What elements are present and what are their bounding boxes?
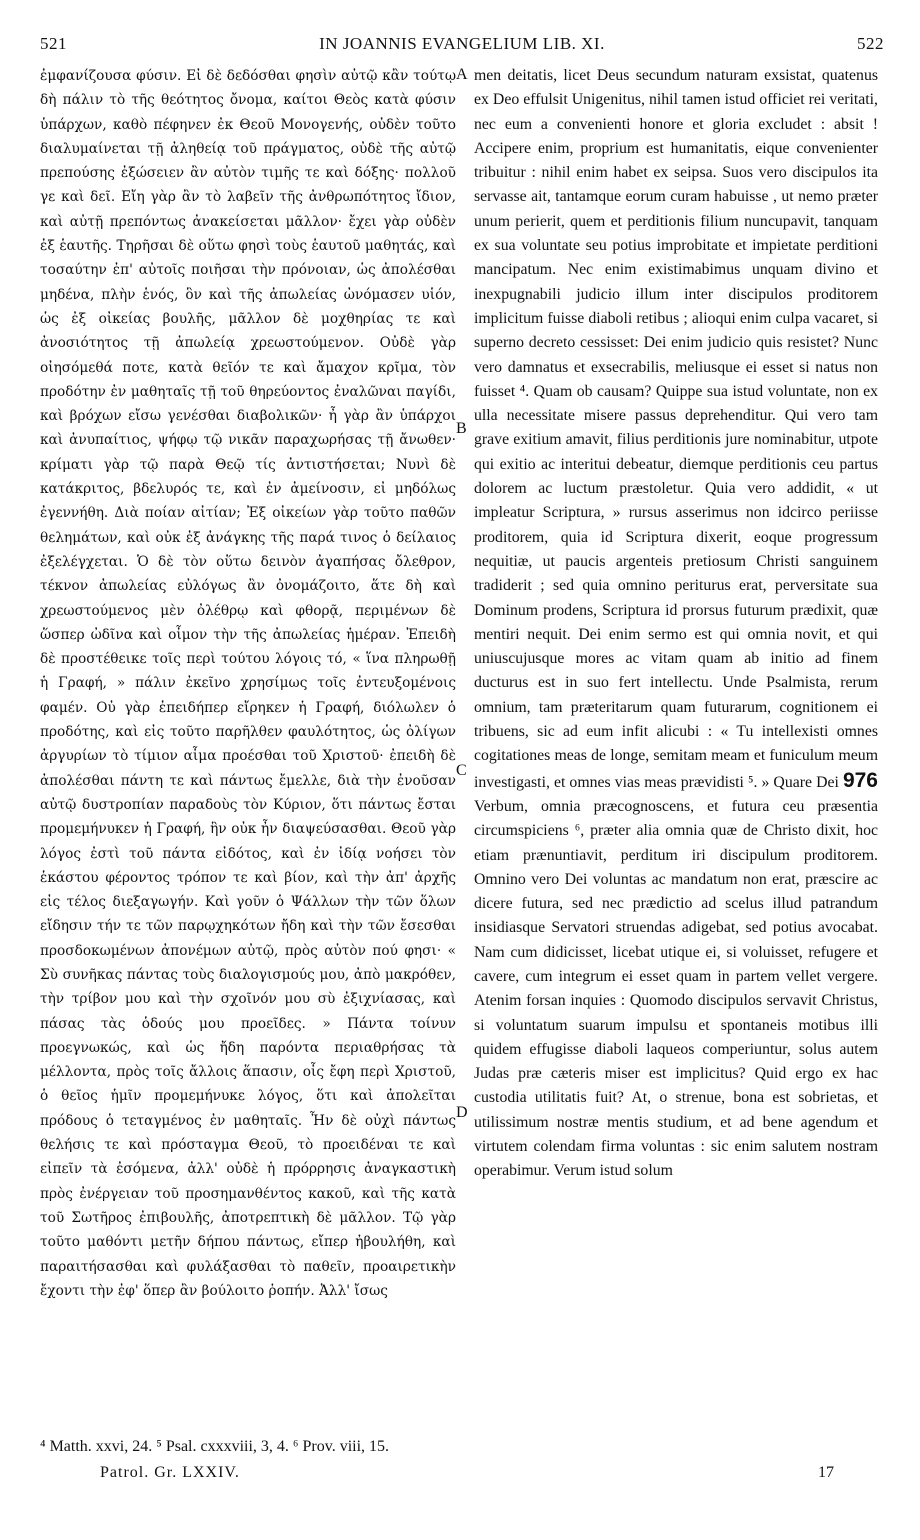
signature-left: Patrol. Gr. LXXIV. — [100, 1464, 240, 1481]
margin-mark-d: D — [456, 1104, 468, 1121]
latin-text-part-2: Verbum, omnia præcognoscens, et futura ceu præsentia circumspiciens ⁶, præter alia omnia quæ de Christo dixit, hoc etiam prænuntiavit, perditum iri discipulum proditorem. Omnino vero Dei voluntas ac mandatum non erat, præscire ac dicere futura, sed nec prædictio ad scelus illud patrandum insidiasque Servatori struendas adigebat, sed potius avocabat. Nam cum didicisset, licebat utique ei, si voluisset, refugere et cavere, cum integrum ei esset quam in partem vellet vergere. Atenim forsan inquies : Quomodo discipulos servavit Christus, si voluntatum suarum impulsu et spontaneis motibus illi quidem effugisse diaboli laqueos comperiuntur, solus autem Judas præ cæteris miser est implicitus? Quid ergo ex hac custodia utilitatis fuit? At, o strenue, bona est sobrietas, et utilissimum nostræ mentis studium, et ad bene agendum et virtutem colendam firma voluntas : sic enim salutem nostram operabimur. Verum istud solum — [474, 797, 878, 1180]
latin-column — [474, 64, 878, 1400]
column-number: 976 — [842, 768, 878, 792]
greek-column — [40, 64, 456, 1400]
margin-mark-a: A — [456, 66, 468, 83]
page-number-left: 521 — [40, 34, 67, 53]
latin-text — [474, 64, 878, 1184]
greek-text: ἐμφανίζουσα φύσιν. Εἰ δὲ δεδόσθαι φησὶν αὐτῷ κἂν τούτῳ δὴ πάλιν τὸ τῆς θεότητος ὄνομα, καίτοι Θεὸς κατὰ φύσιν ὑπάρχων, καθὸ πέφηνεν ἐκ Θεοῦ Μονογενής, οὐδὲν τοῦτο διαλυμαίνεται τῇ ἀληθείᾳ τοῦ πράγματος, οὐδὲ τῆς αὐτῷ πρεπούσης ἐξώσειεν ἂν αὐτὸν τιμῆς τε καὶ δόξης· πολλοῦ γε καὶ δεῖ. Εἴη γὰρ ἂν τὸ λαβεῖν τῆς ἀνθρωπότητος ἴδιον, καὶ αὐτῇ πρεπόντως ἀνακείσεται μᾶλλον· ἔχει γὰρ οὐδὲν ἐξ ἑαυτῆς. Τηρῆσαι δὲ οὕτω φησὶ τοὺς ἑαυτοῦ μαθητάς, καὶ τοσαύτην ἐπ' αὐτοῖς ποιῆσαι τὴν πρόνοιαν, ὡς ἀπολέσθαι μηδένα, πλὴν ἑνός, ὃν καὶ τῆς ἀπωλείας ὠνόμασεν υἱόν, ὡς ἐξ οἰκείας βουλῆς, μᾶλλον δὲ μοχθηρίας τε καὶ ἀνοσιότητος τῇ ἀπωλείᾳ χρεωστούμενον. Οὐδὲ γὰρ οἰησόμεθά ποτε, κατὰ θεῖόν τε καὶ ἄμαχον κρῖμα, τὸν προδότην ἐν μαθηταῖς τῇ τοῦ θηρεύοντος ἐναλῶναι παγίδι, καὶ βρόχων εἴσω γενέσθαι διαβολικῶν· ἦ γὰρ ἂν ὑπάρχοι καὶ ἀνυπαίτιος, ψήφῳ τῷ νικᾶν παραχωρήσας τῇ ἄνωθεν· κρίματι γὰρ τῷ παρὰ Θεῷ τίς ἀντιστήσεται; Νυνὶ δὲ κατάκριτος, βδελυρός τε, καὶ ἐν ἀμείνοσιν, εἰ μηδόλως ἐγεννήθη. Διὰ ποίαν αἰτίαν; Ἐξ οἰκείων γὰρ τοῦτο παθῶν θελημάτων, καὶ οὐκ ἐξ ἀνάγκης τῆς παρά τινος ὁ δείλαιος ἐξελέγχεται. Ὁ δὲ τὸν οὕτω δεινὸν ἀγαπήσας ὄλεθρον, τέκνον ἀπωλείας εὐλόγως ἂν ὀνομάζοιτο, ἅτε δὴ καὶ χρεωστούμενος μὲν ὀλέθρῳ καὶ φθορᾷ, περιμένων δὲ ὥσπερ ὠδῖνα καὶ οἶμον τὴν τῆς ἀπωλείας ἡμέραν. Ἐπειδὴ δὲ προστέθεικε τοῖς περὶ τούτου λόγοις τό, « ἵνα πληρωθῇ ἡ Γραφή, » πάλιν ἐκεῖνο χρησίμως τοῖς ἐντευξομένοις φαμέν. Οὐ γὰρ ἐπειδήπερ εἴρηκεν ἡ Γραφή, διόλωλεν ὁ προδότης, καὶ εἰς τοῦτο παρῆλθεν φαυλότητος, ὡς ὀλίγων ἀργυρίων τὸ τίμιον αἷμα προέσθαι τοῦ Χριστοῦ· ἐπειδὴ δὲ ἀπολέσθαι πάντη τε καὶ πάντως ἔμελλε, διὰ τὴν ἐνοῦσαν αὐτῷ δυστροπίαν παραδοὺς τὸν Κύριον, ὅτι πάντως ἔσται προμεμήνυκεν ἡ Γραφή, ἣν οὐκ ἦν διαψεύσασθαι. Θεοῦ γὰρ λόγος ἐστὶ τοῦ πάντα εἰδότος, καὶ ἐν ἰδίᾳ νοήσει τὸν ἑκάστου φέροντος τρόπον τε καὶ βίον, καὶ τὴν ἀπ' ἀρχῆς εἰς τέλος διεξαγωγήν. Καὶ γοῦν ὁ Ψάλλων τὴν τῶν ὅλων εἴδησιν τήν τε τῶν παρῳχηκότων ἤδη καὶ τὴν τῶν ἔσεσθαι προσδοκωμένων ἀπονέμων αὐτῷ, πρὸς αὐτὸν πού φησι· « Σὺ συνῆκας πάντας τοὺς διαλογισμούς μου, ἀπὸ μακρόθεν, τὴν τρίβον μου καὶ τὴν σχοῖνόν μου σὺ ἐξιχνίασας, καὶ πάσας τὰς ὁδούς μου προεῖδες. » Πάντα τοίνυν προεγνωκώς, καὶ ὡς ἤδη παρόντα περιαθρήσας τὰ μέλλοντα, πρὸς τοῖς ἄλλοις ἅπασιν, οἷς ἔφη περὶ Χριστοῦ, ὁ θεῖος ἡμῖν προμεμήνυκε λόγος, ὅτι καὶ ἀπολεῖται πρόδους ὁ τεταγμένος ἐν μαθηταῖς. Ἦν δὲ οὐχὶ πάντως θελήσις τε καὶ πρόσταγμα Θεοῦ, τὸ προειδέναι τε καὶ εἰπεῖν τὰ ἐσόμενα, ἀλλ' οὐδὲ ἡ πρόρρησις ἀναγκαστικὴ πρὸς ἐνέργειαν τοῦ προσημανθέντος κακοῦ, καὶ τῆς κατὰ τοῦ Σωτῆρος ἐπιβουλῆς, ἀποτρεπτικὴ δὲ μᾶλλον. Τῷ γὰρ τοῦτο μαθόντι μετῆν δήπου πάντως, εἴπερ ἠβουλήθη, καὶ παραιτήσασθαι καὶ φυλάξασθαι τὸ παθεῖν, προαιρετικὴν ἔχοντι τὴν ἐφ' ὅπερ ἂν βούλοιτο ῥοπήν. Ἀλλ' ἴσως — [40, 68, 456, 1299]
latin-text-part-1: men deitatis, licet Deus secundum naturam exsistat, quatenus ex Deo effulsit Unigenitus, nihil tamen istud officiet rei veritati, nec eum a convenienti honore et gloria excludet : absit ! Accipere enim, proprium est humanitatis, eique convenienter tribuitur : nihil enim habet ex seipsa. Suos vero discipulos ita servasse ait, tantamque eorum curam habuisse , ut nemo præter unum perierit, quem et perditionis filium nuncupavit, tanquam ex sua voluntate seu potius improbitate et impietate perditioni mancipatum. Nec enim existimabimus unquam divino et inexpugnabili judicio illum inter discipulos proditorem implicitum fuisse diaboli retibus ; alioqui enim culpa vacaret, si superno decreto cessisset: Dei enim judicio quis resistet? Nunc vero damnatus et exsecrabilis, meliusque ei esset si natus non fuisset ⁴. Quam ob causam? Quippe sua istud voluntate, non ex ulla necessitate misere passus deprehenditur. Qui vero tam grave exitium amavit, filius perditionis jure nominabitur, utpote qui exitio ac interitui debeatur, diemque perditionis ceu partus dolorem ac luctum præstoletur. Quia vero addidit, « ut impleatur Scriptura, » rursus asserimus non idcirco periisse proditorem, quia id Scriptura dixerit, eoque progressum nequitiæ, ut paucis argenteis pretiosum Christi sanguinem tradiderit ; sed quia omnino periturus erat, perversitate sua Dominum prodens, Scriptura id prorsus futurum prædixit, quæ mentiri nequit. Dei enim sermo est qui omnia novit, et qui uniuscujusque mores ac vitam quam ab initio ad finem ducturus est in suo fert intellectu. Unde Psalmista, rerum omnium, tam præteritarum quam futurarum, cognitionem ei tribuens, sic ad eum infit alicubi : « Tu intellexisti omnes cogitationes meas de longe, semitam meam et funiculum meum investigasti, et omnes vias meas prævidisti ⁵. » Quare Dei — [474, 67, 878, 791]
footnotes: ⁴ Matth. xxvi, 24. ⁵ Psal. cxxxviii, 3, 4. ⁶ Prov. viii, 15. — [40, 1438, 390, 1455]
margin-mark-c: C — [456, 762, 467, 779]
margin-mark-b: B — [456, 420, 467, 437]
page-number-right: 522 — [857, 34, 884, 53]
running-header — [40, 34, 884, 60]
signature-right: 17 — [818, 1464, 834, 1481]
running-title: IN JOANNIS EVANGELIUM LIB. XI. — [319, 34, 605, 53]
